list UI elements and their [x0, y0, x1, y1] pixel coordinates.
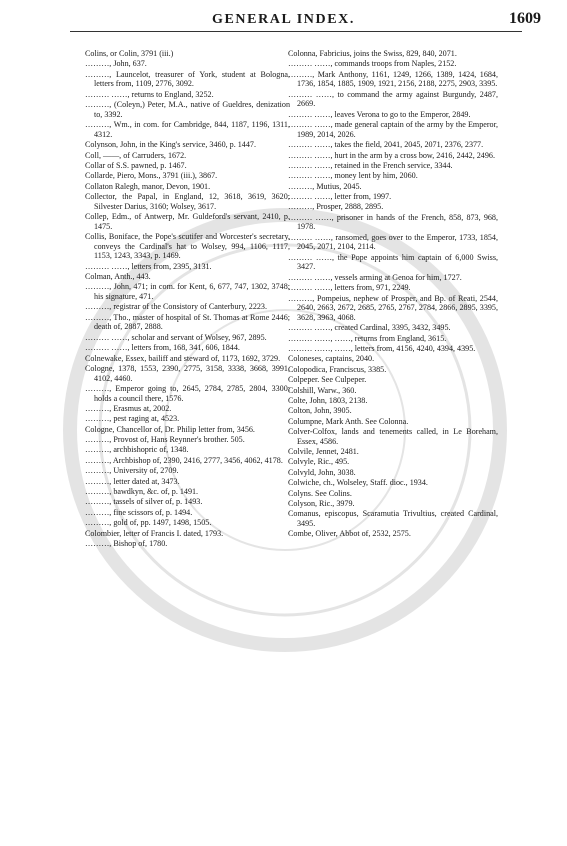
index-entry: ……… ……, ……, letters from, 4156, 4240, 4394, 4395. — [288, 343, 476, 353]
index-column-left — [85, 49, 290, 549]
index-entry: Collar of S.S. pawned, p. 1467. — [85, 160, 187, 170]
index-entry: Colvile, Jennet, 2481. — [288, 447, 359, 457]
index-entry: ………, fine scissors of, p. 1494. — [85, 507, 193, 517]
index-entry: Colins, or Colin, 3791 (iii.) — [85, 49, 174, 58]
index-column-right — [288, 49, 498, 540]
header-rule — [70, 31, 522, 32]
index-entry: ………, Provost of, Hans Reynner's brother. 505. — [85, 435, 245, 445]
index-entry: ……… ……, created Cardinal, 3395, 3432, 3495. — [288, 323, 451, 333]
index-entry: ………, University of, 2709. — [85, 466, 179, 476]
index-entry: Collis, Boniface, the Pope's scutifer and Worcester's secretary, conveys the Cardinal's hat to Wolsey, 994, 1106, 1117, 1153, 1243, 3343, p. 1469. — [85, 232, 290, 261]
index-entry: ………, Mutius, 2045. — [288, 181, 362, 191]
index-entry: Collector, the Papal, in England, 12, 3618, 3619, 3620; Silvester Darius, 3160; Wolsey, 3617. — [85, 192, 290, 211]
running-head — [0, 10, 567, 32]
index-entry: ……… ……, letters from, 168, 341, 606, 1844. — [85, 343, 240, 353]
index-entry: ……… ……, to command the army against Burgundy, 2487, 2669. — [288, 89, 498, 109]
index-entry: Colman, Anth., 443. — [85, 272, 151, 282]
running-title: GENERAL INDEX. — [212, 12, 355, 27]
index-entry: Colte, John, 1803, 2138. — [288, 395, 368, 405]
index-entry: ………, Emperor going to, 2645, 2784, 2785, 2804, 3300; holds a council there, 1576. — [85, 383, 290, 403]
index-entry: Coll, ——, of Carruders, 1672. — [85, 150, 187, 160]
index-entry: ……… ……, takes the field, 2041, 2045, 2071, 2376, 2377. — [288, 140, 484, 150]
index-entry: ……… ……, commands troops from Naples, 2152. — [288, 59, 457, 69]
index-entry: ……… ……, the Pope appoints him captain of 6,000 Swiss, 3427. — [288, 252, 498, 272]
index-entry: Comanus, episcopus, Scaramutia Trivultius, created Cardinal, 3495. — [288, 509, 498, 528]
index-entry: ………, John, 637. — [85, 59, 147, 69]
index-entry: Colvyld, John, 3038. — [288, 467, 356, 477]
index-entry: ………, bawdkyn, &c. of, p. 1491. — [85, 487, 199, 497]
index-entry: ………, John, 471; in com. for Kent, 6, 677, 747, 1302, 3748; his signature, 471. — [85, 282, 290, 301]
index-entry: ………, Archbishop of, 2390, 2416, 2777, 3456, 4062, 4178. — [85, 455, 283, 465]
index-entry: Cologne, 1378, 1553, 2390, 2775, 3158, 3338, 3668, 3991, 4102, 4460. — [85, 363, 290, 383]
index-entry: ……… ……, scholar and servant of Wolsey, 967, 2895. — [85, 332, 267, 342]
index-entry: Colynson, John, in the King's service, 3460, p. 1447. — [85, 140, 256, 150]
index-entry: Colyson, Ric., 3979. — [288, 499, 355, 509]
index-entry: Colonna, Fabricius, joins the Swiss, 829, 840, 2071. — [288, 49, 457, 58]
index-entry: ……… ……, letters from, 971, 2249. — [288, 283, 411, 293]
index-entry: Collarde, Piero, Mons., 3791 (iii.), 3867. — [85, 171, 218, 181]
index-entry: ………, Erasmus at, 2002. — [85, 403, 172, 413]
index-entry: Collaton Ralegh, manor, Devon, 1901. — [85, 181, 211, 191]
index-entry: ……… ……, letters from, 2395, 3131. — [85, 261, 212, 271]
index-entry: Colton, John, 3905. — [288, 406, 352, 416]
index-entry: ………, Bishop of, 1780. — [85, 538, 168, 548]
index-entry: ……… ……, retained in the French service, 3344. — [288, 160, 453, 170]
index-entry: Colver-Colfox, lands and tenements called, in Le Boreham, Essex, 4586. — [288, 427, 498, 446]
index-entry: Colyns. See Colins. — [288, 488, 352, 498]
index-entry: ……… ……, made general captain of the army by the Emperor, 1989, 2014, 2026. — [288, 120, 498, 139]
index-entry: ………, letter dated at, 3473. — [85, 476, 180, 486]
index-entry: ……… ……, letter from, 1997. — [288, 192, 392, 202]
index-entry: ………, Pompeius, nephew of Prosper, and Bp. of Reati, 2544, 2640, 2663, 2672, 2685, 2765, 2767, 2784, 2866, 2895, 3395, 3628, 3963, 4068. — [288, 293, 498, 322]
index-entry: ……… ……, ransomed, goes over to the Emperor, 1733, 1854, 2045, 2071, 2104, 2114. — [288, 232, 498, 252]
index-entry: ………, Mark Anthony, 1161, 1249, 1266, 1389, 1424, 1684, 1736, 1854, 1885, 1909, 1921, 2156, 2188, 2275, 2903, 3395. — [288, 69, 498, 89]
index-entry: Colnewake, Essex, bailiff and steward of, 1173, 1692, 3729. — [85, 353, 281, 363]
index-entry: ………, (Coleyn,) Peter, M.A., native of Gueldres, denization to, 3392. — [85, 100, 290, 119]
index-entry: ………, Wm., in com. for Cambridge, 844, 1187, 1196, 1311, 4312. — [85, 120, 290, 139]
index-entry: ……… ……, prisoner in hands of the French, 858, 873, 968, 1978. — [288, 212, 498, 232]
index-entry: ………, gold of, pp. 1497, 1498, 1505. — [85, 518, 212, 528]
index-entry: Columpne, Mark Anth. See Colonna. — [288, 416, 409, 426]
index-entry: ………, Launcelot, treasurer of York, student at Bologna, letters from, 1109, 2776, 3092. — [85, 69, 290, 89]
index-entry: Coloneses, captains, 2040. — [288, 354, 375, 364]
index-entry: Combe, Oliver, Abbot of, 2532, 2575. — [288, 529, 411, 539]
index-entry: ……… ……, hurt in the arm by a cross bow, 2416, 2442, 2496. — [288, 150, 495, 160]
index-entry: ………, tassels of silver of, p. 1493. — [85, 497, 203, 507]
index-entry: ………, registrar of the Consistory of Canterbury, 2223. — [85, 302, 268, 312]
index-entry: Cologne, Chancellor of, Dr. Philip letter from, 3456. — [85, 424, 255, 434]
index-entry: ………, Prosper, 2888, 2895. — [288, 202, 384, 212]
index-entry: ……… ……, leaves Verona to go to the Emperor, 2849. — [288, 109, 471, 119]
index-entry: Colwiche, ch., Wolseley, Staff. dioc., 1934. — [288, 478, 428, 488]
index-entry: Colpeper. See Culpeper. — [288, 375, 367, 385]
index-entry: Colshill, Warw., 360. — [288, 385, 357, 395]
index-entry: Colopodica, Franciscus, 3385. — [288, 364, 387, 374]
index-entry: ……… ……, returns to England, 3252. — [85, 89, 214, 99]
page-number: 1609 — [509, 10, 541, 27]
index-entry: ……… ……, ……, returns from England, 3615. — [288, 333, 447, 343]
index-entry: ……… ……, money lent by him, 2060. — [288, 171, 418, 181]
index-entry: ………, pest raging at, 4523. — [85, 414, 180, 424]
index-entry: ………, archbishopric of, 1348. — [85, 445, 189, 455]
index-entry: ………, Tho., master of hospital of St. Thomas at Rome 2446; death of, 2887, 2888. — [85, 312, 290, 332]
index-entry: Collep, Edm., of Antwerp, Mr. Guldeford's servant, 2410, p. 1475. — [85, 212, 290, 231]
index-entry: ……… ……, vessels arming at Genoa for him, 1727. — [288, 272, 462, 282]
index-entry: Colombier, letter of Francis I. dated, 1793. — [85, 528, 224, 538]
index-entry: Colvyle, Ric., 495. — [288, 457, 350, 467]
